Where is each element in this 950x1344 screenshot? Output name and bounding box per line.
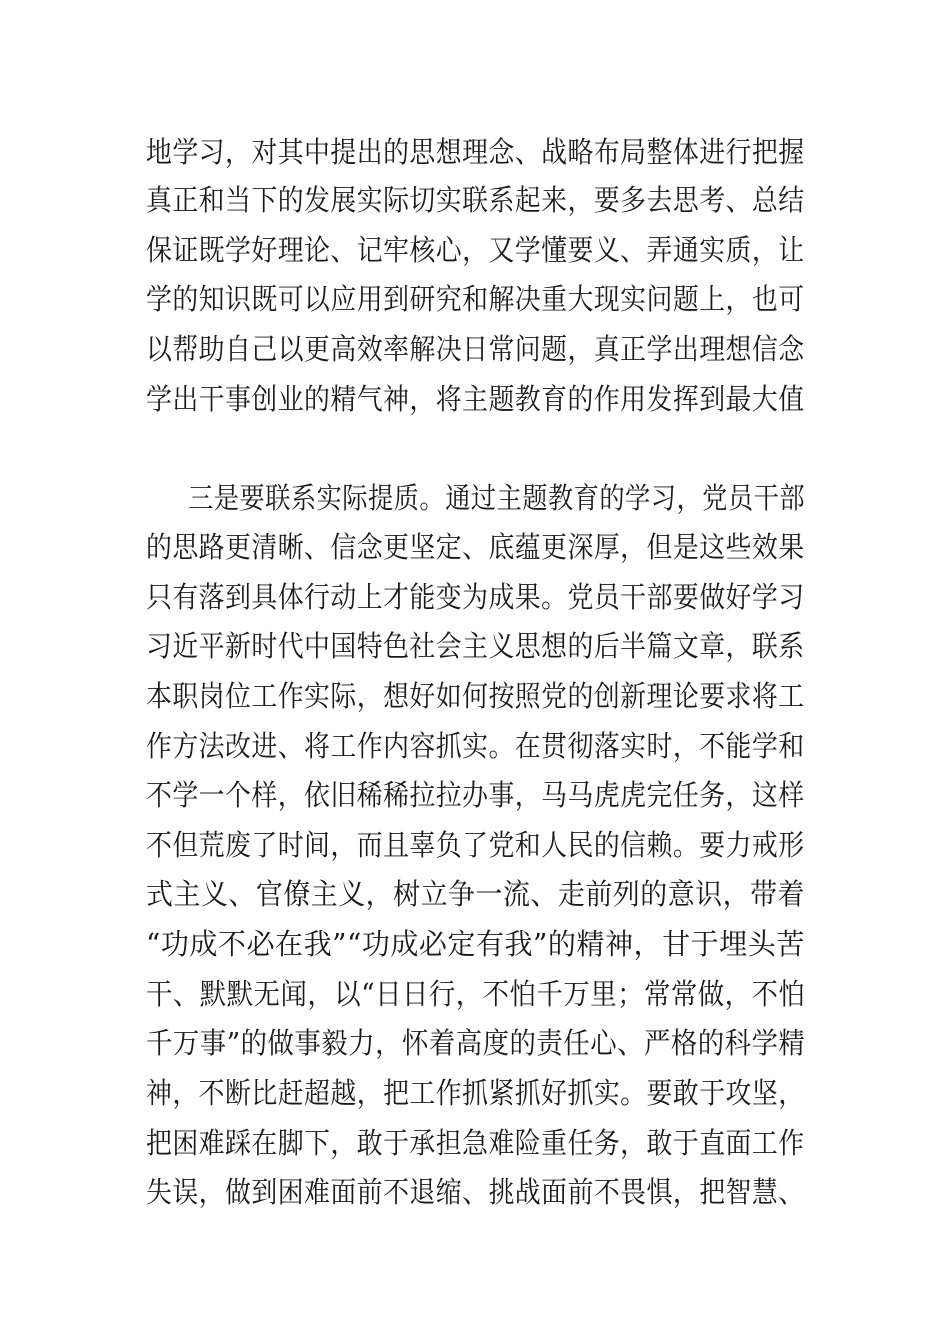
text-line: 只有落到具体行动上才能变为成果。党员干部要做好学习: [146, 580, 805, 614]
text-line: 神，不断比赶超越，把工作抓紧抓好抓实。要敢于攻坚，: [146, 1076, 805, 1110]
text-line: 千万事”的做事毅力，怀着高度的责任心、严格的科学精: [146, 1026, 806, 1060]
text-line: 作方法改进、将工作内容抓实。在贯彻落实时，不能学和: [146, 729, 805, 763]
text-line: 习近平新时代中国特色社会主义思想的后半篇文章，联系: [146, 629, 805, 663]
text-line: 地学习，对其中提出的思想理念、战略布局整体进行把握: [146, 135, 805, 169]
text-line: 不但荒废了时间，而且辜负了党和人民的信赖。要力戒形: [146, 828, 805, 862]
text-line: 以帮助自己以更高效率解决日常问题，真正学出理想信念: [146, 332, 805, 366]
text-line: 失误，做到困难面前不退缩、挑战面前不畏惧，把智慧、: [146, 1175, 805, 1209]
text-line: 学出干事创业的精气神，将主题教育的作用发挥到最大值: [146, 382, 805, 416]
text-line: 干、默默无闻，以“日日行，不怕千万里；常常做，不怕: [146, 977, 806, 1011]
text-line: 式主义、官僚主义，树立争一流、走前列的意识，带着: [146, 877, 806, 911]
text-line: 的思路更清晰、信念更坚定、底蕴更深厚，但是这些效果: [146, 530, 805, 564]
text-line: 三是要联系实际提质。通过主题教育的学习，党员干部: [188, 481, 806, 515]
text-line: 本职岗位工作实际，想好如何按照党的创新理论要求将工: [146, 679, 805, 713]
text-line: 不学一个样，依旧稀稀拉拉办事，马马虎虎完任务，这样: [146, 778, 805, 812]
text-line: 保证既学好理论、记牢核心，又学懂要义、弄通实质，让: [146, 233, 805, 267]
text-line: 学的知识既可以应用到研究和解决重大现实问题上，也可: [146, 282, 805, 316]
text-line: 真正和当下的发展实际切实联系起来，要多去思考、总结: [146, 183, 805, 217]
text-line: 把困难踩在脚下，敢于承担急难险重任务，敢于直面工作: [146, 1126, 805, 1160]
text-line: “功成不必在我”“功成必定有我”的精神，甘于埋头苦: [146, 927, 805, 961]
